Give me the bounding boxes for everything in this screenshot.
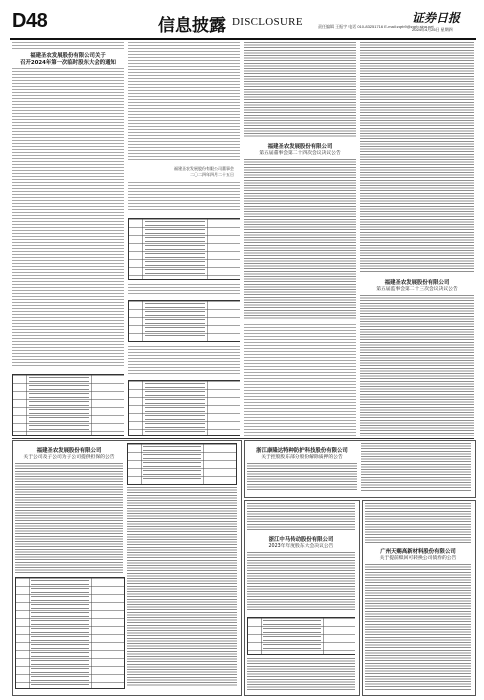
article-5-company: 浙江康隆达特种防护科技股份有限公司 [256,448,348,454]
article-6 [247,503,355,691]
article-1-title: 召开2024年第一次临时股东大会的通知 [20,60,116,66]
section-title-english: DISCLOSURE [232,16,303,28]
guarantee-table [15,577,125,689]
article-5-title: 关于控股股东部分股份解除质押的公告 [261,455,343,460]
meeting-results-table [247,617,355,655]
masthead-rule [10,38,476,40]
newspaper-logo: 证券日报 [412,11,461,25]
page-number: D48 [12,10,48,32]
article-4-company: 福建圣农发展股份有限公司 [36,448,102,454]
resolution-table [128,380,240,436]
proposal-table [128,218,240,280]
article-4 [15,443,237,691]
article-1-company: 福建圣农发展股份有限公司关于 [30,53,106,59]
signature-company: 福建圣农发展股份有限公司董事会 [174,166,234,171]
article-6-title: 2023年年度股东大会决议公告 [268,544,334,549]
article-2-title: 第五届董事会第二十四次会议决议公告 [259,151,341,156]
article-1 [12,42,124,437]
guarantee-table-continued [127,443,237,485]
article-7-title: 关于提前赎回可转换公司债券的公告 [379,556,457,561]
article-4-title: 关于公司及子公司为子公司提供担保的公告 [23,455,115,460]
article-1-table [12,374,124,436]
article-1-continued [128,42,240,437]
article-7-company: 广州天赐高新材料股份有限公司 [380,549,456,555]
signature-date: 二〇二四年四月二十五日 [190,172,234,177]
article-7 [365,503,471,691]
voting-table [128,300,240,342]
editor-contact-line: 责任编辑 王振宇 电话 010-83251716 E-mail:zqrb9@zqrb.sina.net [318,24,434,29]
article-3 [360,42,474,437]
article-3-title: 第五届监事会第二十三次会议决议公告 [376,287,458,292]
article-3-company: 福建圣农发展股份有限公司 [384,280,450,286]
masthead [0,0,484,40]
lower-separator [12,438,474,439]
article-5 [247,443,471,493]
article-2 [244,42,356,437]
article-2-company: 福建圣农发展股份有限公司 [267,144,333,150]
section-title: 信息披露 [158,16,226,36]
dateline: 2024年4月25日 星期四 [412,27,453,32]
article-6-company: 浙江中马传动股份有限公司 [268,537,334,543]
